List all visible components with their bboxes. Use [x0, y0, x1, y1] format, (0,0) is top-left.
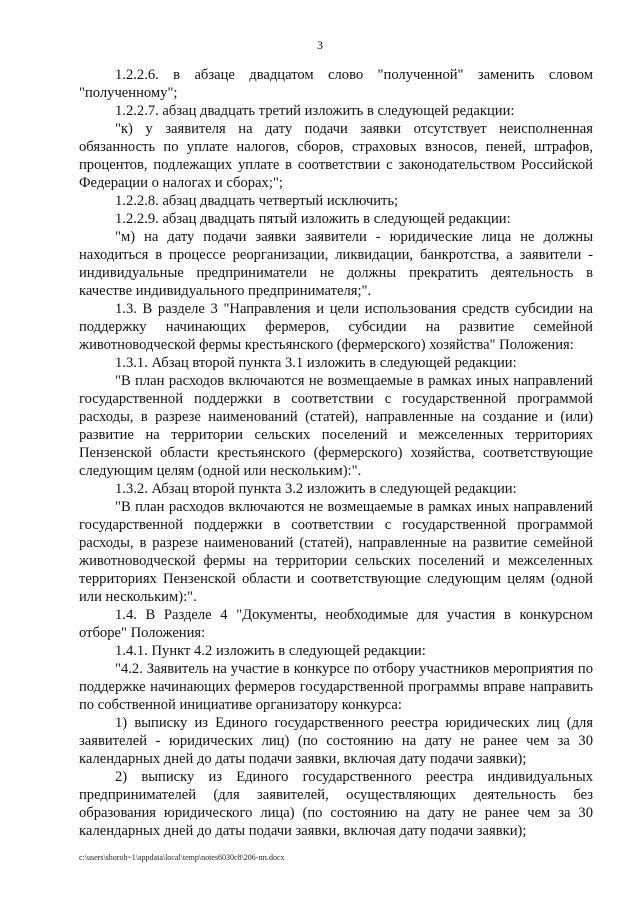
paragraph: 1.4. В Разделе 4 "Документы, необходимые для участия в конкурсном отборе" Положения:: [79, 607, 593, 641]
paragraph: 1.4.1. Пункт 4.2 изложить в следующей редакции:: [115, 643, 426, 659]
paragraph: 1.3.2. Абзац второй пункта 3.2 изложить в следующей редакции:: [115, 481, 517, 497]
paragraph: 1.3.1. Абзац второй пункта 3.1 изложить в следующей редакции:: [115, 355, 517, 371]
document-body: [79, 66, 593, 840]
paragraph: "к) у заявителя на дату подачи заявки отсутствует неисполненная обязанность по уплате налогов, сборов, страховых взносов, пеней, штрафов, процентов, подлежащих уплате в соответствии с законодательством Российской Федерации о налогах и сборах;";: [79, 121, 593, 191]
paragraph: "В план расходов включаются не возмещаемые в рамках иных направлений государственной поддержки в соответствии с государственной программой расходы, в разрезе наименований (статей), направленные на развитие семейной животноводческой фермы на территории сельских поселений и межселенных территориях Пензенской области и соответствующие следующим целям (одной или нескольким):".: [79, 499, 593, 605]
page-number: 3: [317, 38, 323, 52]
paragraph: 1.3. В разделе 3 "Направления и цели использования средств субсидии на поддержку начинающих фермеров, субсидии на развитие семейной животноводческой фермы крестьянского (фермерского) хозяйства" Положения:: [79, 301, 593, 353]
footer-file-path: c:\users\shoroh~1\appdata\local\temp\notes6030c8\206-пп.docx: [79, 853, 285, 862]
paragraph: 1.2.2.9. абзац двадцать пятый изложить в следующей редакции:: [115, 211, 511, 227]
paragraph: 2) выписку из Единого государственного реестра индивидуальных предпринимателей (для заявителей, осуществляющих деятельность без образования юридического лица) (по состоянию на дату не ранее чем за 30 календарных дней до даты подачи заявки, включая дату подачи заявки);: [79, 769, 593, 839]
paragraph: "4.2. Заявитель на участие в конкурсе по отбору участников мероприятия по поддержке начинающих фермеров государственной программы вправе направить по собственной инициативе организатору конкурса:: [79, 661, 593, 713]
paragraph: 1) выписку из Единого государственного реестра юридических лиц (для заявителей - юридических лиц) (по состоянию на дату не ранее чем за 30 календарных дней до даты подачи заявки, включая дату подачи заявки);: [79, 715, 593, 767]
paragraph: 1.2.2.6. в абзаце двадцатом слово "полученной" заменить словом "полученному";: [79, 67, 593, 101]
paragraph: "м) на дату подачи заявки заявители - юридические лица не должны находиться в процессе реорганизации, ликвидации, банкротства, а заявители - индивидуальные предприниматели не должны прекратить деятельность в качестве индивидуального предпринимателя;".: [79, 229, 593, 299]
paragraph: "В план расходов включаются не возмещаемые в рамках иных направлений государственной поддержки в соответствии с государственной программой расходы, в разрезе наименований (статей), направленные на создание и (или) развитие на территории сельских поселений и межселенных территориях Пензенской области крестьянского (фермерского) хозяйства, соответствующие следующим целям (одной или нескольким):".: [79, 373, 593, 479]
paragraph: 1.2.2.7. абзац двадцать третий изложить в следующей редакции:: [115, 103, 515, 119]
paragraph: 1.2.2.8. абзац двадцать четвертый исключить;: [115, 193, 399, 209]
